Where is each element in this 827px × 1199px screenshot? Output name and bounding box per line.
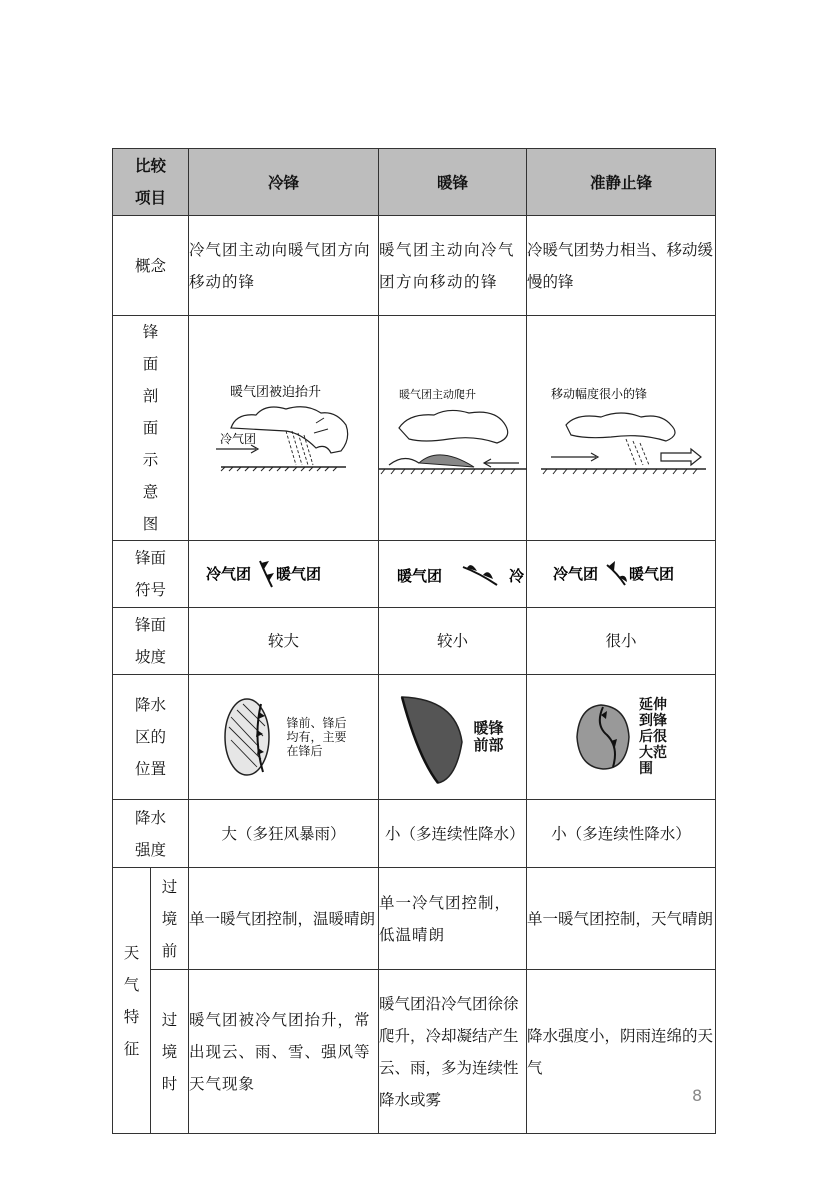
cold-symbol-triangles xyxy=(261,561,274,581)
weather-during-stationary: 降水强度小，阴雨连绵的天气 xyxy=(527,970,716,1134)
precip-intensity-label-text: 降水强度 xyxy=(135,808,167,859)
stationary-symbol-right-label: 暖气团 xyxy=(629,565,675,583)
stationary-cloud-outline xyxy=(566,413,675,441)
cold-symbol-left-label: 冷气团 xyxy=(205,565,251,583)
warm-symbol-semicircles xyxy=(467,565,493,579)
stationary-front-symbol xyxy=(531,549,711,599)
header-item-text: 比较项目 xyxy=(135,157,167,207)
header-cold: 冷锋 xyxy=(189,149,379,216)
stationary-symbol-left-label: 冷气团 xyxy=(553,565,599,583)
slope-stationary: 很小 xyxy=(527,608,716,675)
warm-profile-caption: 暖气团主动爬升 xyxy=(399,388,477,401)
stationary-precip-area-diagram xyxy=(573,697,635,777)
stationary-profile-caption: 移动幅度很小的锋 xyxy=(551,387,648,401)
slope-cold: 较大 xyxy=(189,608,379,675)
cold-precip-ellipse xyxy=(225,699,269,775)
symbol-row xyxy=(113,541,716,608)
cold-precip-area-diagram xyxy=(219,692,279,782)
concept-cold: 冷气团主动向暖气团方向移动的锋 xyxy=(189,216,379,316)
precip-area-cold-cell xyxy=(189,675,379,800)
precip-area-warm-cell xyxy=(379,675,527,800)
warm-symbol-line xyxy=(463,567,497,585)
slope-label-text: 锋面坡度 xyxy=(135,616,167,666)
weather-during-label xyxy=(151,970,189,1134)
symbol-label-text: 锋面符号 xyxy=(135,549,167,599)
precip-intensity-row xyxy=(113,800,716,868)
stationary-rain-lines xyxy=(626,439,649,465)
concept-row xyxy=(113,216,716,316)
weather-before-label-text: 过境前 xyxy=(161,877,178,960)
warm-precip-area-diagram xyxy=(396,687,468,787)
profile-label xyxy=(113,316,189,541)
warm-front-profile-diagram xyxy=(379,373,527,483)
header-row xyxy=(113,149,716,216)
precip-area-stationary-figure xyxy=(527,697,715,777)
warm-front-symbol xyxy=(379,549,527,599)
precip-intensity-label xyxy=(113,800,189,868)
warm-symbol-right-label: 冷 xyxy=(509,567,525,585)
precip-area-label-text: 降水区的位置 xyxy=(135,696,167,778)
stationary-right-arrow xyxy=(661,449,701,465)
front-comparison-table xyxy=(112,148,716,1134)
precip-intensity-stationary: 小（多连续性降水） xyxy=(527,800,716,868)
symbol-stationary-cell xyxy=(527,541,716,608)
profile-label-text: 锋面剖面示意图 xyxy=(142,323,159,533)
symbol-warm-cell xyxy=(379,541,527,608)
weather-during-cold: 暖气团被冷气团抬升，常出现云、雨、雪、强风等天气现象 xyxy=(189,970,379,1134)
weather-during-warm: 暖气团沿冷气团徐徐爬升，冷却凝结产生云、雨，多为连续性降水或雾 xyxy=(379,970,527,1134)
weather-before-stationary: 单一暖气团控制，天气晴朗 xyxy=(527,868,716,970)
warm-symbol-left-label: 暖气团 xyxy=(397,567,443,585)
profile-row xyxy=(113,316,716,541)
slope-row xyxy=(113,608,716,675)
cold-profile-caption: 暖气团被迫抬升 xyxy=(230,385,322,400)
stationary-precip-area-text: 延伸到锋后很大范围 xyxy=(639,697,668,777)
precip-area-cold-figure xyxy=(189,692,378,782)
precip-area-label xyxy=(113,675,189,800)
precip-intensity-cold: 大（多狂风暴雨） xyxy=(189,800,379,868)
precip-area-stationary-cell xyxy=(527,675,716,800)
weather-label-text: 天气特征 xyxy=(123,943,140,1058)
header-stationary: 准静止锋 xyxy=(527,149,716,216)
profile-warm-cell xyxy=(379,316,527,541)
cold-front-symbol xyxy=(194,549,374,599)
cold-cloud-outline xyxy=(231,407,348,453)
concept-label: 概念 xyxy=(113,216,189,316)
weather-during-label-text: 过境时 xyxy=(161,1010,178,1093)
cold-rise-arrows xyxy=(314,418,328,433)
cold-front-profile-diagram xyxy=(196,373,371,483)
header-warm: 暖锋 xyxy=(379,149,527,216)
header-item xyxy=(113,149,189,216)
concept-stationary: 冷暖气团势力相当、移动缓慢的锋 xyxy=(527,216,716,316)
stationary-symbol-line xyxy=(607,565,625,585)
profile-stationary-cell xyxy=(527,316,716,541)
cold-air-label: 冷气团 xyxy=(220,432,257,446)
precip-area-warm-figure xyxy=(379,687,526,787)
warm-rain-area xyxy=(419,455,474,467)
warm-precip-area xyxy=(402,697,462,783)
weather-before-row xyxy=(113,868,716,970)
weather-before-warm: 单一冷气团控制，低温晴朗 xyxy=(379,868,527,970)
slope-label xyxy=(113,608,189,675)
stationary-front-profile-diagram xyxy=(531,373,711,483)
cold-symbol-right-label: 暖气团 xyxy=(275,565,321,583)
stationary-symbol-marks xyxy=(609,561,627,582)
precip-intensity-warm: 小（多连续性降水） xyxy=(379,800,527,868)
weather-label xyxy=(113,868,151,1134)
warm-cloud-outline xyxy=(399,410,508,443)
page-number: 8 xyxy=(692,1086,703,1105)
concept-warm: 暖气团主动向冷气团方向移动的锋 xyxy=(379,216,527,316)
cold-precip-area-text: 锋前、锋后均有，主要在锋后 xyxy=(286,716,347,758)
weather-before-label xyxy=(151,868,189,970)
warm-precip-area-text: 暖锋前部 xyxy=(473,719,504,754)
symbol-cold-cell xyxy=(189,541,379,608)
weather-during-row xyxy=(113,970,716,1134)
precip-area-row xyxy=(113,675,716,800)
warm-front-wedge xyxy=(389,458,419,465)
weather-before-cold: 单一暖气团控制，温暖晴朗 xyxy=(189,868,379,970)
slope-warm: 较小 xyxy=(379,608,527,675)
symbol-label xyxy=(113,541,189,608)
profile-cold-cell xyxy=(189,316,379,541)
